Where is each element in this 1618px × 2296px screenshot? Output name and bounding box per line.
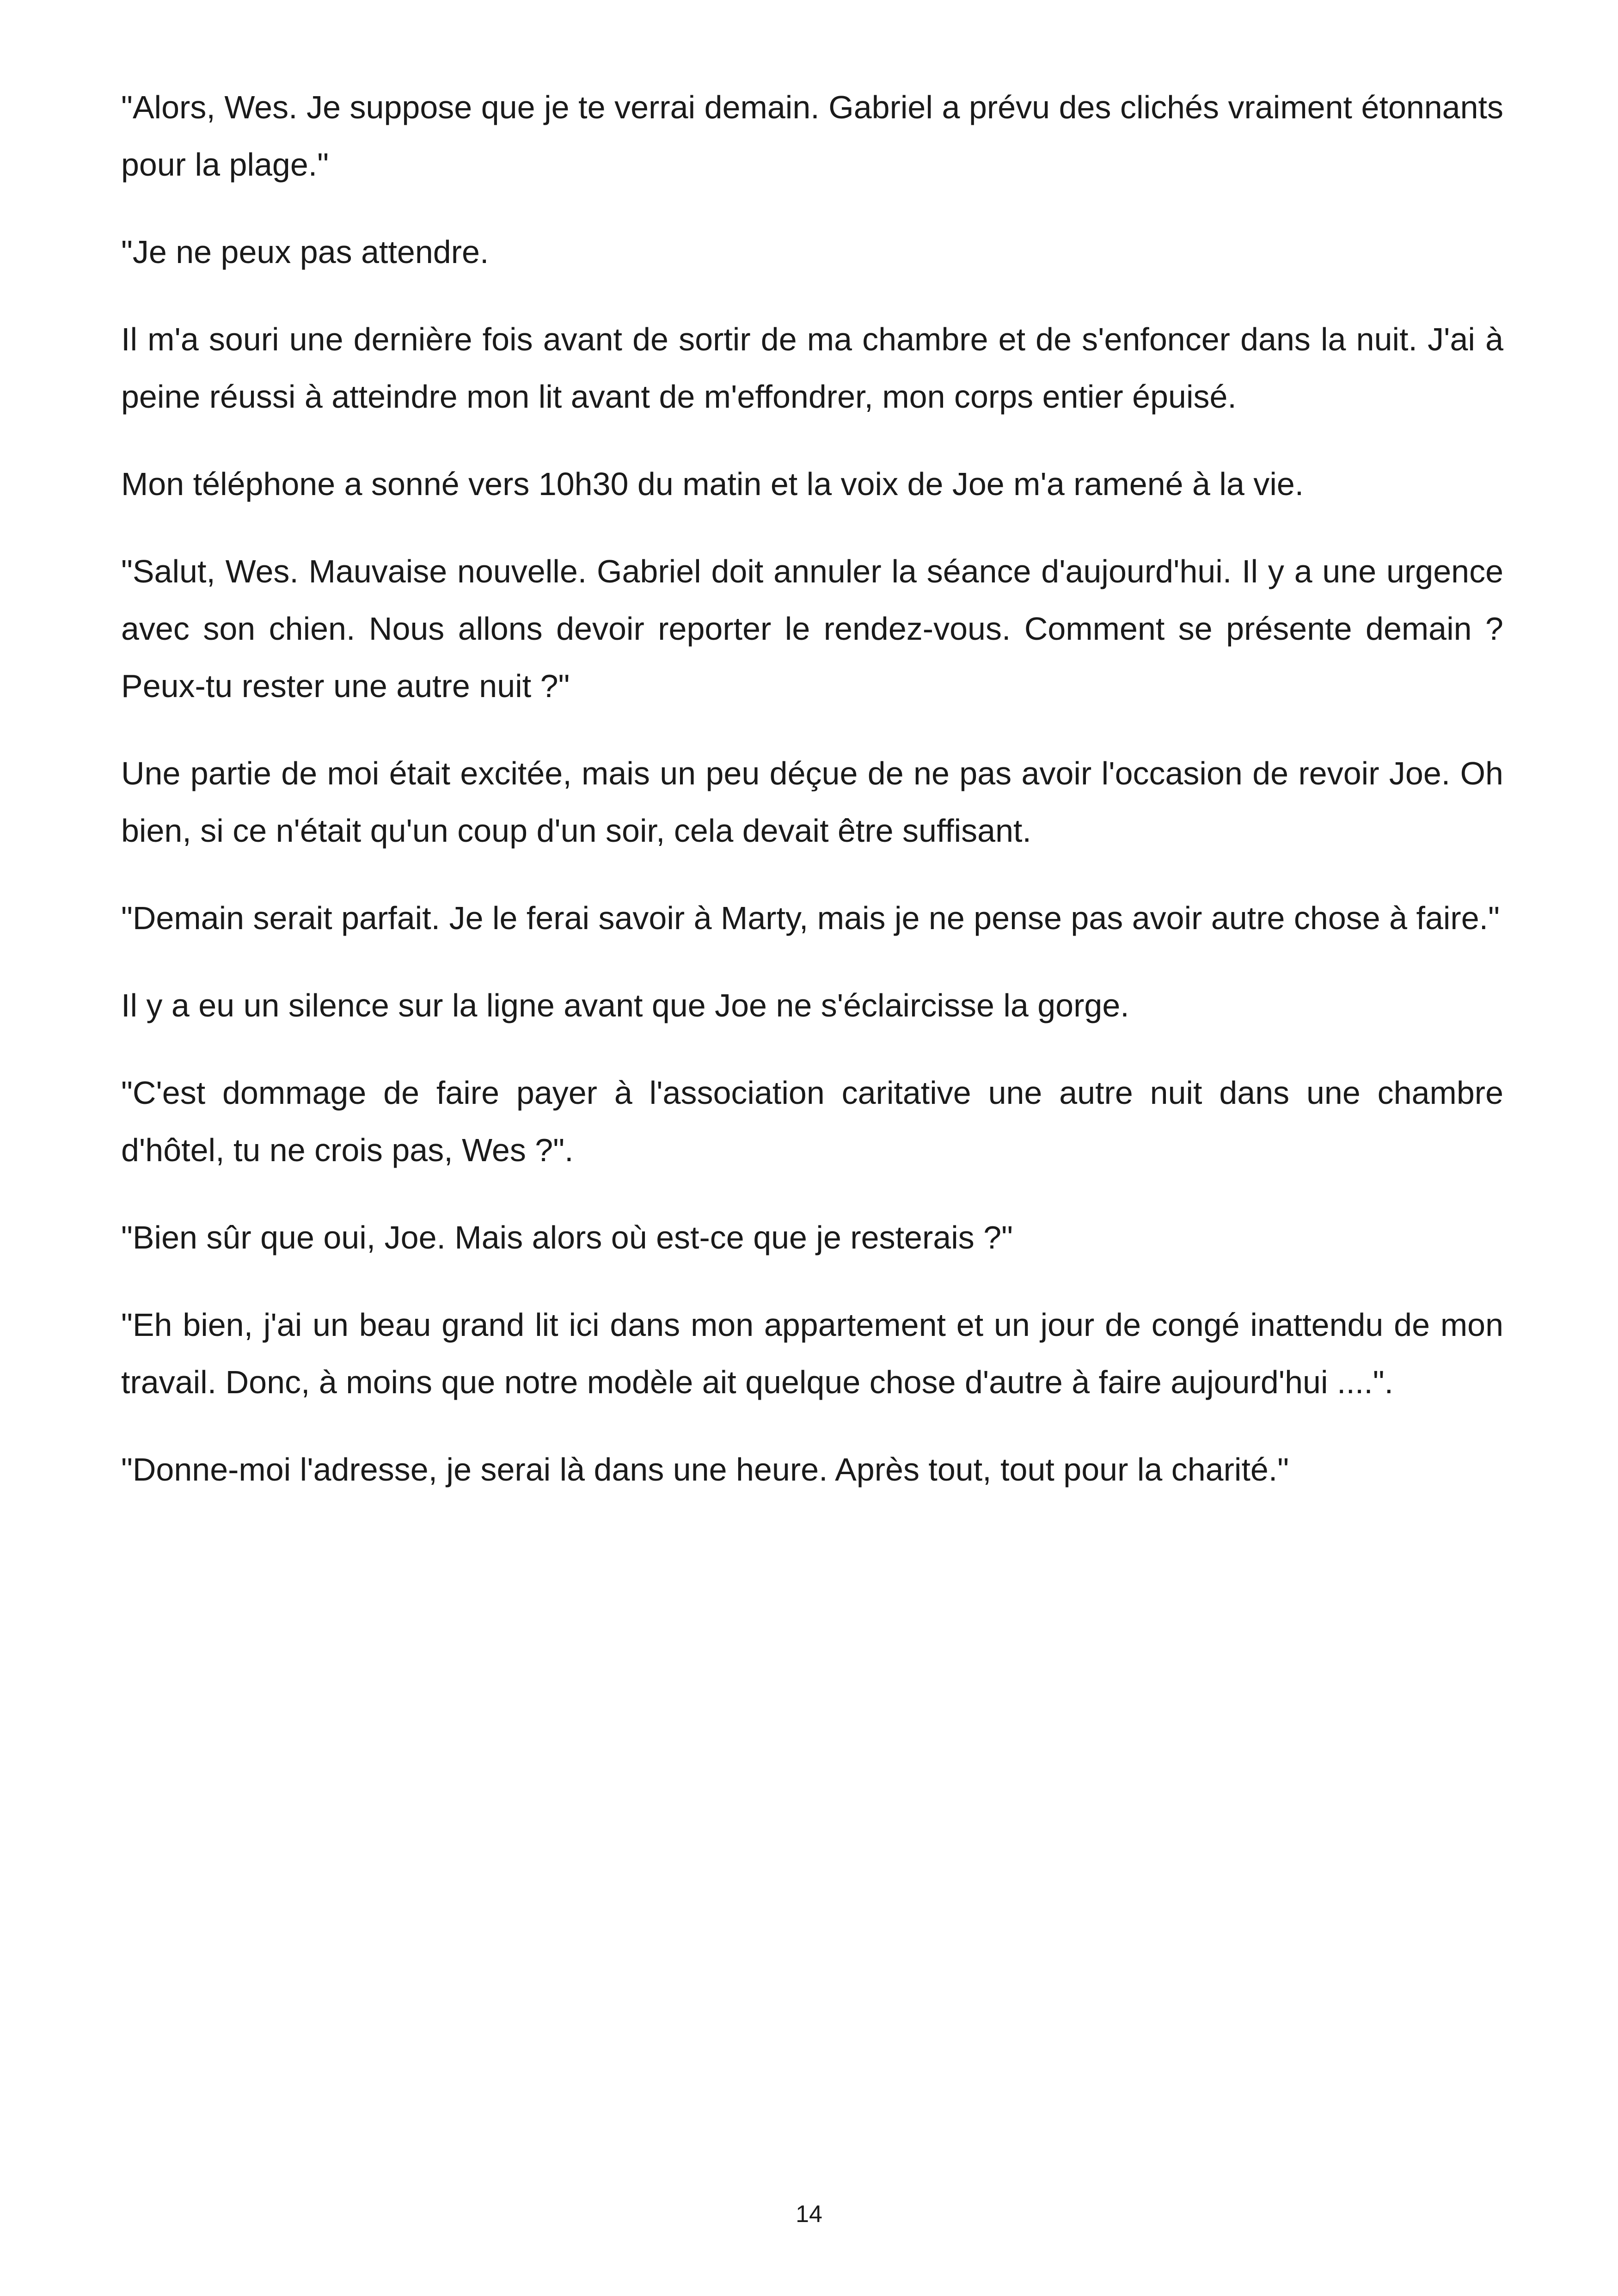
paragraph: "Je ne peux pas attendre. (121, 234, 489, 270)
paragraph: "Alors, Wes. Je suppose que je te verrai demain. Gabriel a prévu des clichés vraiment étonnants pour la plage." (121, 89, 1503, 183)
paragraph: Il y a eu un silence sur la ligne avant que Joe ne s'éclaircisse la gorge. (121, 987, 1129, 1023)
paragraph: "Donne-moi l'adresse, je serai là dans une heure. Après tout, tout pour la charité." (121, 1451, 1289, 1488)
paragraph: Une partie de moi était excitée, mais un peu déçue de ne pas avoir l'occasion de revoir Joe. Oh bien, si ce n'était qu'un coup d'un soir, cela devait être suffisant. (121, 755, 1503, 849)
paragraph: Il m'a souri une dernière fois avant de sortir de ma chambre et de s'enfoncer dans la nuit. J'ai à peine réussi à atteindre mon lit avant de m'effondrer, mon corps entier épuisé. (121, 321, 1503, 415)
paragraph: "Salut, Wes. Mauvaise nouvelle. Gabriel doit annuler la séance d'aujourd'hui. Il y a une urgence avec son chien. Nous allons devoir reporter le rendez-vous. Comment se présente demain ? Peux-tu rester une autre nuit ?" (121, 553, 1503, 704)
paragraph: "Demain serait parfait. Je le ferai savoir à Marty, mais je ne pense pas avoir autre chose à faire." (121, 900, 1500, 936)
page-number: 14 (796, 2201, 822, 2228)
paragraph: "Eh bien, j'ai un beau grand lit ici dans mon appartement et un jour de congé inattendu de mon travail. Donc, à moins que notre modèle ait quelque chose d'autre à faire aujourd'hui ....". (121, 1307, 1503, 1400)
body-text (121, 79, 1503, 1528)
paragraph: Mon téléphone a sonné vers 10h30 du matin et la voix de Joe m'a ramené à la vie. (121, 466, 1304, 502)
paragraph: "Bien sûr que oui, Joe. Mais alors où est-ce que je resterais ?" (121, 1219, 1013, 1255)
paragraph: "C'est dommage de faire payer à l'association caritative une autre nuit dans une chambre d'hôtel, tu ne crois pas, Wes ?". (121, 1075, 1503, 1168)
